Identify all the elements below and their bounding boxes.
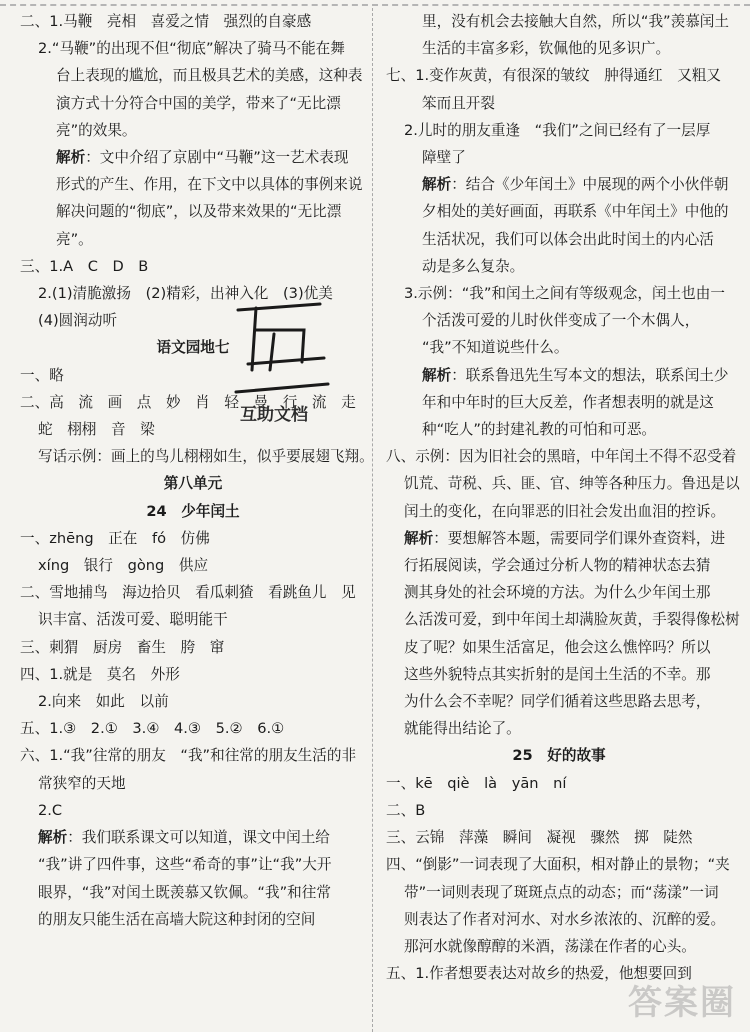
text-line: 识丰富、活泼可爱、聪明能干 [38, 611, 228, 629]
text-line: 二、高 流 画 点 妙 肖 轻 曼 行 流 走 [20, 393, 356, 411]
text-line: 2.“马鞭”的出现不但“彻底”解决了骑马不能在舞 [38, 40, 345, 58]
text-line: “我”讲了四件事，这些“希奇的事”让“我”大开 [38, 856, 332, 874]
text-line: 2.儿时的朋友重逢 “我们”之间已经有了一层厚 [404, 121, 711, 139]
text-line: 写话示例：画上的鸟儿栩栩如生，似乎要展翅飞翔。 [38, 448, 374, 466]
text-line: 生活的丰富多彩，钦佩他的见多识广。 [422, 40, 671, 58]
analysis-label: 解析 [38, 829, 68, 847]
text-line: 五、1.③ 2.① 3.④ 4.③ 5.② 6.① [20, 720, 285, 738]
text-line: 一、zhēng 正在 fó 仿佛 [20, 529, 210, 547]
text-line: 台上表现的尴尬，而且极具艺术的美感，这种表 [56, 67, 363, 85]
text-line: 一、kē qiè là yān ní [386, 774, 567, 792]
text-line: 二、1.马鞭 亮相 喜爱之情 强烈的自豪感 [20, 13, 312, 30]
text-line: 笨而且开裂 [422, 94, 495, 112]
text-line: 动是多么复杂。 [422, 257, 525, 275]
right-column [386, 8, 740, 987]
section-heading: 24 少年闰土 [146, 502, 240, 520]
text-line: 则表达了作者对河水、对水乡浓浓的、沉醉的爱。 [404, 910, 726, 928]
text-line: 2.C [38, 801, 63, 819]
text-line: 五、1.作者想要表达对故乡的热爱，他想要回到 [386, 965, 692, 983]
text-line: 演方式十分符合中国的美学，带来了“无比漂 [56, 94, 341, 112]
text-line: 生活状况，我们可以体会出此时闰土的内心活 [422, 230, 714, 248]
section-heading: 25 好的故事 [512, 747, 606, 765]
analysis-label: 解析 [422, 366, 452, 384]
text-line: 2.(1)清脆激扬 (2)精彩，出神入化 (3)优美 [38, 285, 333, 303]
text-line: 3.示例：“我”和闰土之间有等级观念，闰土也由一 [404, 285, 725, 303]
watermark: 答案圈 [628, 983, 736, 1023]
text-line: 亮”。 [56, 230, 93, 248]
text-line: (4)圆润动听 [38, 312, 118, 330]
column-divider [372, 8, 373, 1032]
text-line: 眼界，“我”对闰土既羡慕又钦佩。“我”和往常 [38, 883, 331, 901]
svg-text:互助文档: 互助文档 [240, 405, 308, 425]
text-line: 夕相处的美好画面，再联系《中年闰土》中他的 [422, 203, 729, 221]
text-line: “我”不知道说些什么。 [422, 339, 569, 357]
text-line: 么活泼可爱，到中年闰土却满脸灰黄，手裂得像松树 [404, 611, 740, 629]
text-line: 饥荒、苛税、兵、匪、官、绅等各种压力。鲁迅是以 [404, 475, 740, 493]
text-line: 四、“倒影”一词表现了大面积，相对静止的景物；“夹 [386, 856, 730, 874]
text-line: 年和中年时的巨大反差，作者想表明的就是这 [422, 393, 714, 411]
text-line: 障壁了 [422, 149, 466, 167]
text-line: 蛇 栩栩 音 梁 [38, 421, 155, 439]
text-line: xíng 银行 gòng 供应 [38, 557, 209, 575]
text-line: 八、示例：因为旧社会的黑暗，中年闰土不得不忍受着 [386, 448, 737, 466]
text-line: 解决问题的“彻底”，以及带来效果的“无比漂 [56, 203, 342, 221]
text-line: 二、B [386, 801, 426, 819]
text-line: 解析：我们联系课文可以知道，课文中闰土给 [38, 829, 330, 847]
text-line: 三、云锦 萍藻 瞬间 凝视 骤然 掷 陡然 [386, 829, 693, 847]
text-line: 七、1.变作灰黄，有很深的皱纹 肿得通红 又粗又 [386, 67, 721, 85]
text-line: 常狭窄的天地 [38, 774, 126, 792]
analysis-label: 解析 [56, 149, 86, 167]
text-line: 亮”的效果。 [56, 121, 137, 139]
text-line: 三、刺猬 厨房 畜生 胯 窜 [20, 638, 225, 656]
text-line: 这些外貌特点其实折射的是闰土生活的不幸。那 [404, 665, 711, 683]
text-line: 形式的产生、作用，在下文中以具体的事例来说 [56, 176, 363, 194]
text-line: 闰土的变化，在向罪恶的旧社会发出血泪的控诉。 [404, 502, 726, 520]
text-line: 一、略 [20, 366, 64, 384]
text-line: 为什么会不幸呢？同学们循着这些思路去思考， [404, 693, 711, 711]
analysis-label: 解析 [404, 529, 434, 547]
text-line: 的朋友只能生活在高墙大院这种封闭的空间 [38, 910, 316, 928]
analysis-label: 解析 [422, 176, 452, 194]
text-line: 个活泼可爱的儿时伙伴变成了一个木偶人， [422, 312, 700, 330]
text-line: 那河水就像醇醇的米酒，荡漾在作者的心头。 [404, 937, 696, 955]
text-line: 种“吃人”的封建礼教的可怕和可恶。 [422, 421, 657, 439]
text-line: 解析：联系鲁迅先生写本文的想法，联系闰土少 [422, 366, 729, 384]
section-heading: 语文园地七 [156, 339, 230, 357]
left-column [20, 8, 374, 933]
text-line: 2.向来 如此 以前 [38, 693, 169, 711]
page-top-border [0, 4, 750, 6]
text-line: 解析：结合《少年闰土》中展现的两个小伙伴朝 [422, 176, 729, 194]
text-line: 就能得出结论了。 [404, 720, 521, 738]
text-line: 四、1.就是 莫名 外形 [20, 665, 180, 683]
text-line: 带”一词则表现了斑斑点点的动态；而“荡漾”一词 [404, 883, 719, 901]
text-line: 三、1.A C D B [20, 257, 149, 275]
text-line: 测其身处的社会环境的方法。为什么少年闰土那 [404, 584, 711, 602]
text-line: 解析：要想解答本题，需要同学们课外查资料，进 [404, 529, 726, 547]
text-line: 皮了呢？如果生活富足，他会这么憔悴吗？所以 [404, 638, 711, 656]
text-line: 解析：文中介绍了京剧中“马鞭”这一艺术表现 [56, 149, 349, 167]
text-line: 行拓展阅读，学会通过分析人物的精神状态去猜 [404, 557, 711, 575]
text-line: 二、雪地捕鸟 海边拾贝 看瓜刺猹 看跳鱼儿 见 [20, 584, 356, 602]
text-line: 里，没有机会去接触大自然，所以“我”羡慕闰土 [422, 13, 729, 30]
section-heading: 第八单元 [163, 475, 223, 493]
text-line: 六、1.“我”往常的朋友 “我”和往常的朋友生活的非 [20, 747, 357, 765]
